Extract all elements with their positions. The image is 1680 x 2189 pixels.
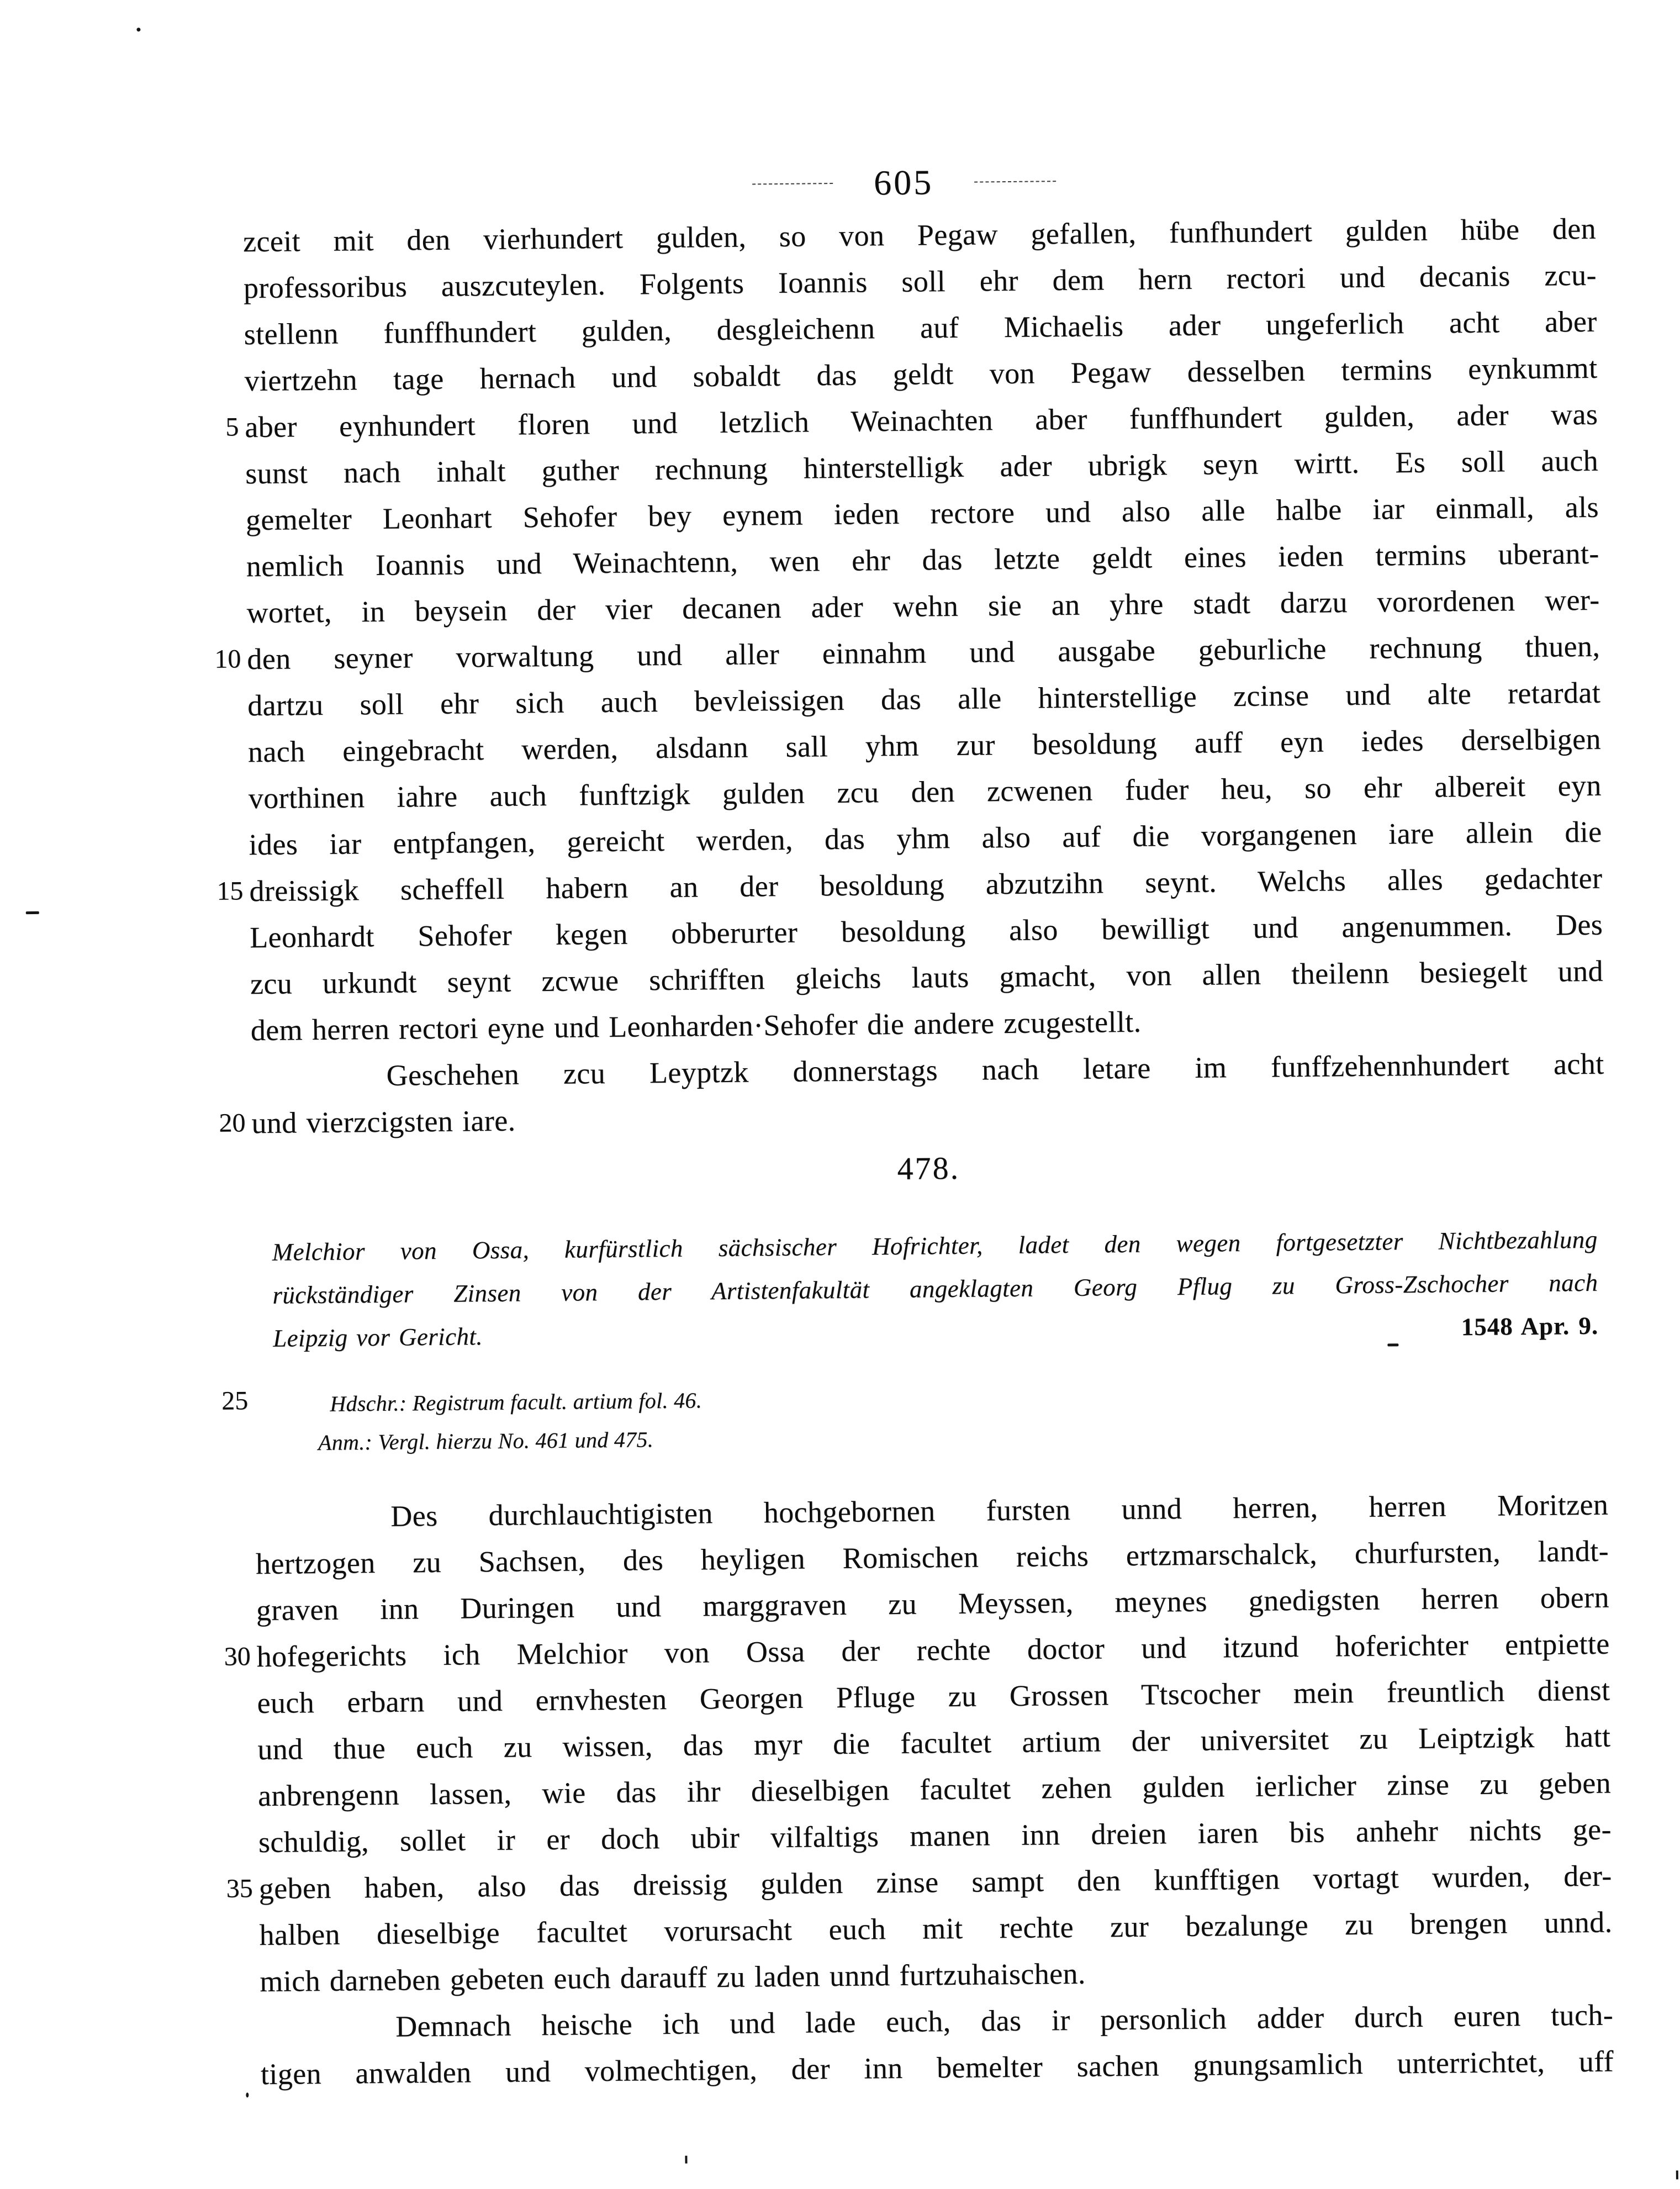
running-head xyxy=(752,163,1056,202)
page-number: 605 xyxy=(873,162,934,203)
text-line: und vierzcigsten iare. xyxy=(251,1104,516,1140)
scan-speck xyxy=(685,2156,687,2164)
text-line: gemelter Leonhart Sehofer bey eynem ieden rectore und also alle halbe iar einmall, als xyxy=(245,490,1599,537)
text-line: hofegerichts ich Melchior von Ossa der rechte doctor und itzund hoferichter entpiette xyxy=(256,1627,1610,1674)
scan-speck xyxy=(1676,2171,1678,2180)
document-date: 1548 Apr. 9. xyxy=(1461,1311,1599,1341)
text-line: Geschehen zcu Leyptzk donnerstags nach letare im funffzehennhundert acht xyxy=(386,1047,1604,1092)
scan-speck xyxy=(1387,1343,1398,1346)
scan-speck xyxy=(26,911,39,914)
running-head-dash-right xyxy=(974,181,1056,182)
margin-line-number-5: 5 xyxy=(225,412,239,442)
text-line: stellenn funffhundert gulden, desgleichenn auf Michaelis ader ungeferlich acht aber xyxy=(244,304,1597,351)
summary-line-text: Leipzig vor Gericht. xyxy=(272,1322,483,1352)
text-line: Des durchlauchtigisten hochgebornen fursten unnd herren, herren Moritzen xyxy=(390,1488,1609,1533)
margin-line-number-20: 20 xyxy=(219,1108,246,1138)
text-line: und thue euch zu wissen, das myr die facultet artium der universitet zu Leiptzigk hatt xyxy=(257,1719,1611,1766)
text-line: zcu urkundt seynt zcwue schrifften gleichs lauts gmacht, von allen theilenn besiegelt und xyxy=(250,954,1604,1001)
text-line: zceit mit den vierhundert gulden, so von Pegaw gefallen, funfhundert gulden hübe den xyxy=(242,212,1597,259)
margin-line-number-10: 10 xyxy=(214,644,241,674)
text-line: vorthinen iahre auch funftzigk gulden zcu den zcwenen fuder heu, so ehr albereit eyn xyxy=(248,768,1602,815)
scan-speck xyxy=(136,28,140,31)
text-line: dreissigk scheffell habern an der besoldung abzutzihn seynt. Welchs alles gedachter xyxy=(249,861,1603,908)
source-notes xyxy=(318,1375,1324,1462)
text-line: aber eynhundert floren und letzlich Weinachten aber funffhundert gulden, ader was xyxy=(245,397,1598,444)
text-line: hertzogen zu Sachsen, des heyligen Romischen reichs ertzmarschalck, churfursten, landt- xyxy=(255,1534,1609,1581)
text-line: geben haben, also das dreissig gulden zinse sampt den kunfftigen vortagt wurden, der- xyxy=(258,1859,1612,1906)
summary-line: Melchior von Ossa, kurfürstlich sächsischer Hofrichter, ladet den wegen fortgesetzter Nichtbezahlung xyxy=(272,1225,1598,1266)
summary-line: rückständiger Zinsen von der Artistenfakultät angeklagten Georg Pflug zu Gross-Zschocher nach xyxy=(272,1268,1598,1309)
text-line: schuldig, sollet ir er doch ubir vilfaltigs manen inn dreien iaren bis anhehr nichts ge- xyxy=(258,1812,1612,1859)
text-line: sunst nach inhalt guther rechnung hinterstelligk ader ubrigk seyn wirtt. Es soll auch xyxy=(245,444,1599,490)
margin-line-number-25: 25 xyxy=(221,1386,249,1416)
text-line: wortet, in beysein der vier decanen ader wehn sie an yhre stadt darzu vorordenen wer- xyxy=(246,583,1600,630)
text-line: dem herren rectori eyne und Leonharden·Sehofer die andere zcugestellt. xyxy=(250,1005,1142,1047)
margin-line-number-15: 15 xyxy=(216,876,244,906)
text-line: halben dieselbige facultet vorursacht euch mit rechte zur bezalunge zu brengen unnd. xyxy=(259,1905,1613,1952)
text-line: graven inn Duringen und marggraven zu Meyssen, meynes gnedigsten herren obern xyxy=(256,1580,1610,1627)
source-note: Hdschr.: Registrum facult. artium fol. 46. xyxy=(330,1388,702,1416)
document-478-body xyxy=(255,1481,1614,2097)
text-line: tigen anwalden und volmechtigen, der inn bemelter sachen gnungsamlich unterrichtet, uff xyxy=(260,2044,1614,2091)
text-line: professoribus auszcuteylen. Folgents Ioannis soll ehr dem hern rectori und decanis zcu- xyxy=(243,258,1597,305)
text-line: anbrengenn lassen, wie das ihr dieselbigen facultet zehen gulden ierlicher zinse zu geben xyxy=(257,1766,1612,1813)
margin-line-number-30: 30 xyxy=(224,1642,251,1671)
text-line: Leonhardt Sehofer kegen obberurter besoldung also bewilligt und angenummen. Des xyxy=(249,908,1603,954)
text-line: Demnach heische ich und lade euch, das ir personlich adder durch euren tuch- xyxy=(395,1998,1614,2043)
text-line: ides iar entpfangen, gereicht werden, das yhm also auf die vorgangenen iare allein die xyxy=(249,815,1602,862)
document-continuation-body xyxy=(243,205,1605,1146)
margin-line-number-35: 35 xyxy=(226,1874,253,1903)
document-summary xyxy=(272,1218,1598,1360)
text-line: den seyner vorwaltung und aller einnahm und ausgabe geburliche rechnung thuen, xyxy=(247,629,1600,676)
text-line: euch erbarn und ernvhesten Georgen Pfluge zu Grossen Ttscocher mein freuntlich dienst xyxy=(257,1673,1610,1720)
text-line: viertzehn tage hernach und sobaldt das geldt von Pegaw desselben termins eynkummt xyxy=(244,351,1598,398)
scan-speck xyxy=(246,2092,249,2097)
text-line: nach eingebracht werden, alsdann sall yhm zur besoldung auff eyn iedes derselbigen xyxy=(247,722,1602,769)
section-number: 478. xyxy=(897,1149,960,1187)
text-line: mich darneben gebeten euch darauff zu laden unnd furtzuhaischen. xyxy=(260,1956,1086,1998)
text-line: nemlich Ioannis und Weinachtenn, wen ehr das letzte geldt eines ieden termins uberant- xyxy=(246,536,1599,583)
running-head-dash-left xyxy=(752,183,833,184)
text-line: dartzu soll ehr sich auch bevleissigen das alle hinterstellige zcinse und alte retardat xyxy=(247,676,1601,722)
annotation-note: Anm.: Vergl. hierzu No. 461 und 475. xyxy=(318,1427,654,1455)
